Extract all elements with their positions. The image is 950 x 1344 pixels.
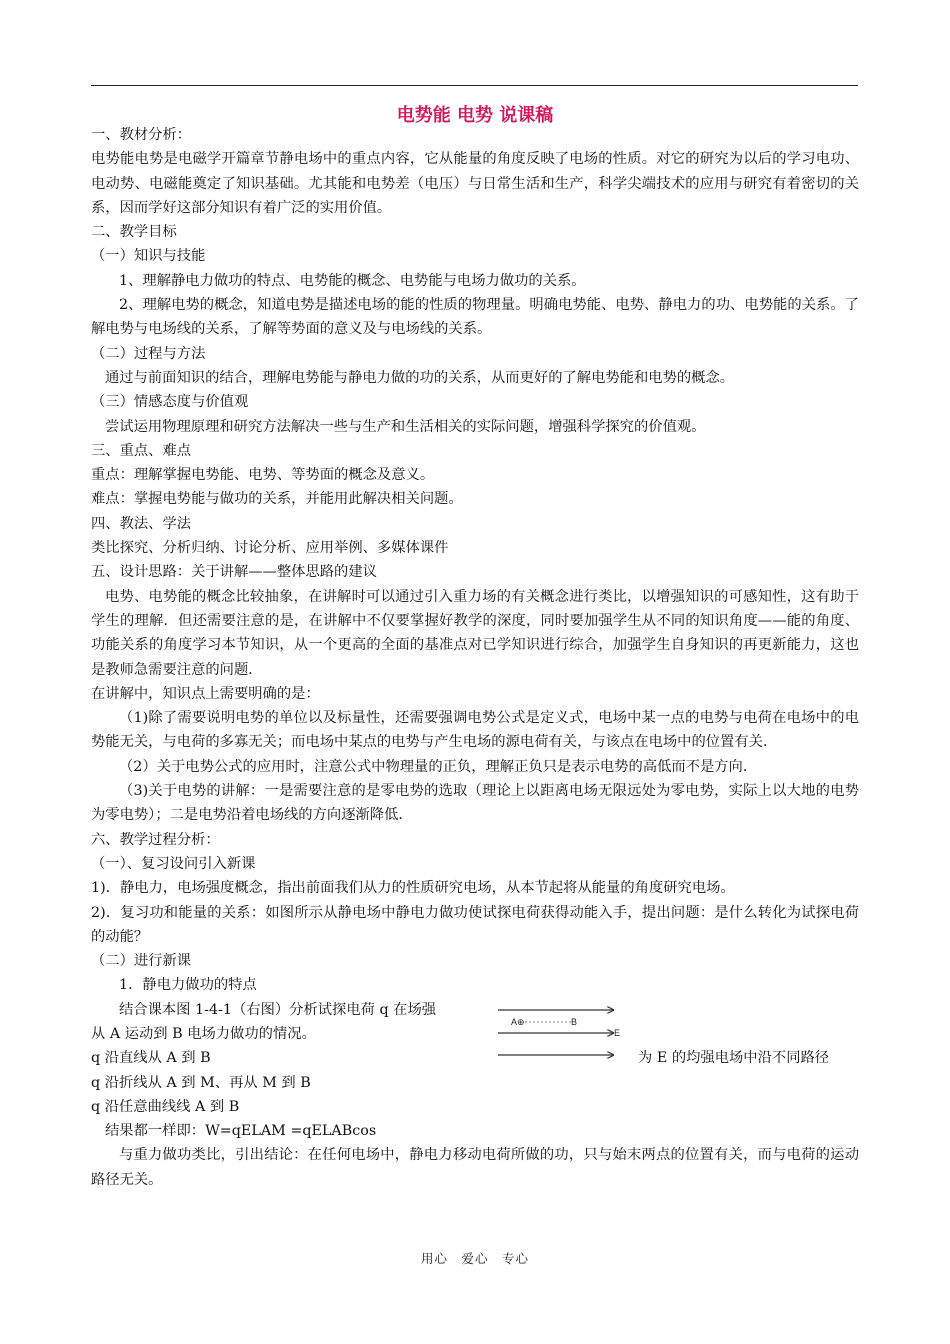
subsection-heading: （二）过程与方法 [91, 345, 206, 362]
paragraph: 电势能电势是电磁学开篇章节静电场中的重点内容，它从能量的角度反映了电场的性质。对它的研究为以后的学习电功、电动势、电磁能奠定了知识基础。尤其能和电势差（电压）与日常生活和生产，科学尖端技术的应用与研究有着密切的关系，因而学好这部分知识有着广泛的实用价值。 [91, 151, 859, 216]
paragraph: 与重力做功类比，引出结论：在任何电场中，静电力移动电荷所做的功，只与始末两点的位置有关，而与电荷的运动路径无关。 [91, 1147, 859, 1188]
subsection-heading: （三）情感态度与价值观 [91, 394, 249, 411]
section-heading: 六、教学过程分析： [91, 831, 220, 848]
document-body [91, 123, 859, 1192]
electric-field-diagram [495, 1002, 625, 1062]
list-item: 1、理解静电力做功的特点、电势能的概念、电势能与电场力做功的关系。 [119, 272, 586, 289]
difficult-point: 难点：掌握电势能与做功的关系，并能用此解决相关问题。 [91, 491, 463, 508]
page-footer: 用心 爱心 专心 [420, 1251, 529, 1266]
subsection-heading: （二）进行新课 [91, 953, 192, 970]
list-item: （1)除了需要说明电势的单位以及标量性，还需要强调电势公式是定义式，电场中某一点的电势与电荷在电场中的电势能无关，与电荷的多寡无关；而电场中某点的电势与产生电场的源电荷有关，与该点在电场中的位置有关． [91, 710, 859, 751]
page-title: 电势能 电势 说课稿 [396, 105, 554, 126]
paragraph: 类比探究、分析归纳、讨论分析、应用举例、多媒体课件 [91, 540, 449, 557]
paragraph: 结合课本图 1-4-1（右图）分析试探电荷 q 在场强 [119, 1001, 437, 1018]
formula-line: 结果都一样即：W=qELAM =qELABcos [105, 1123, 377, 1140]
point-b-label: B [571, 1017, 578, 1027]
item-heading: 1．静电力做功的特点 [119, 977, 257, 994]
section-heading: 三、重点、难点 [91, 442, 192, 459]
subsection-heading: （一）知识与技能 [91, 248, 206, 265]
paragraph: 尝试运用物理原理和研究方法解决一些与生产和生活相关的实际问题，增强科学探究的价值观。 [105, 418, 706, 435]
paragraph: 电势、电势能的概念比较抽象，在讲解时可以通过引入重力场的有关概念进行类比，以增强知识的可感知性，这有助于学生的理解．但还需要注意的是，在讲解中不仅要掌握好教学的深度，同时要加强学生从不同的知识角度——能的角度、功能关系的角度学习本节知识，从一个更高的全面的基准点对已学知识进行综合，加强学生自身知识的再更新能力，这也是教师急需要注意的问题． [91, 588, 859, 678]
list-item: q 沿折线从 A 到 M、再从 M 到 B [91, 1074, 311, 1091]
section-heading: 四、教法、学法 [91, 515, 192, 532]
paragraph-continuation: 为 E 的均强电场中沿不同路径 [638, 1050, 830, 1066]
paragraph: 从 A 运动到 B 电场力做功的情况。 [91, 1025, 316, 1042]
paragraph: 通过与前面知识的结合，理解电势能与静电力做的功的关系，从而更好的了解电势能和电势的概念。 [105, 369, 735, 386]
paragraph: 在讲解中，知识点上需要明确的是： [91, 685, 320, 702]
list-item: q 沿任意曲线线 A 到 B [91, 1098, 240, 1115]
header-rule [91, 85, 858, 86]
list-item: q 沿直线从 A 到 B [91, 1050, 211, 1067]
section-heading: 二、教学目标 [91, 224, 177, 241]
list-item: 2、理解电势的概念，知道电势是描述电场的能的性质的物理量。明确电势能、电势、静电力的功、电势能的关系。了解电势与电场线的关系，了解等势面的意义及与电场线的关系。 [91, 297, 859, 338]
field-e-label: E [614, 1028, 621, 1038]
paragraph: 2)．复习功和能量的关系：如图所示从静电场中静电力做功使试探电荷获得动能入手，提出问题：是什么转化为试探电荷的动能？ [91, 904, 859, 945]
paragraph: 1)．静电力，电场强度概念，指出前面我们从力的性质研究电场，从本节起将从能量的角度研究电场。 [91, 880, 735, 897]
point-a-label: A⊕ [511, 1017, 525, 1027]
key-point: 重点：理解掌握电势能、电势、等势面的概念及意义。 [91, 467, 435, 484]
list-item: （3)关于电势的讲解：一是需要注意的是零电势的选取（理论上以距离电场无限远处为零电势，实际上以大地的电势为零电势）；二是电势沿着电场线的方向逐渐降低． [91, 783, 859, 824]
list-item: （2）关于电势公式的应用时，注意公式中物理量的正负，理解正负只是表示电势的高低而不是方向． [119, 758, 758, 775]
section-heading: 五、设计思路：关于讲解——整体思路的建议 [91, 564, 377, 581]
section-heading: 一、教材分析： [91, 127, 192, 143]
subsection-heading: （一）、复习设问引入新课 [91, 855, 256, 872]
